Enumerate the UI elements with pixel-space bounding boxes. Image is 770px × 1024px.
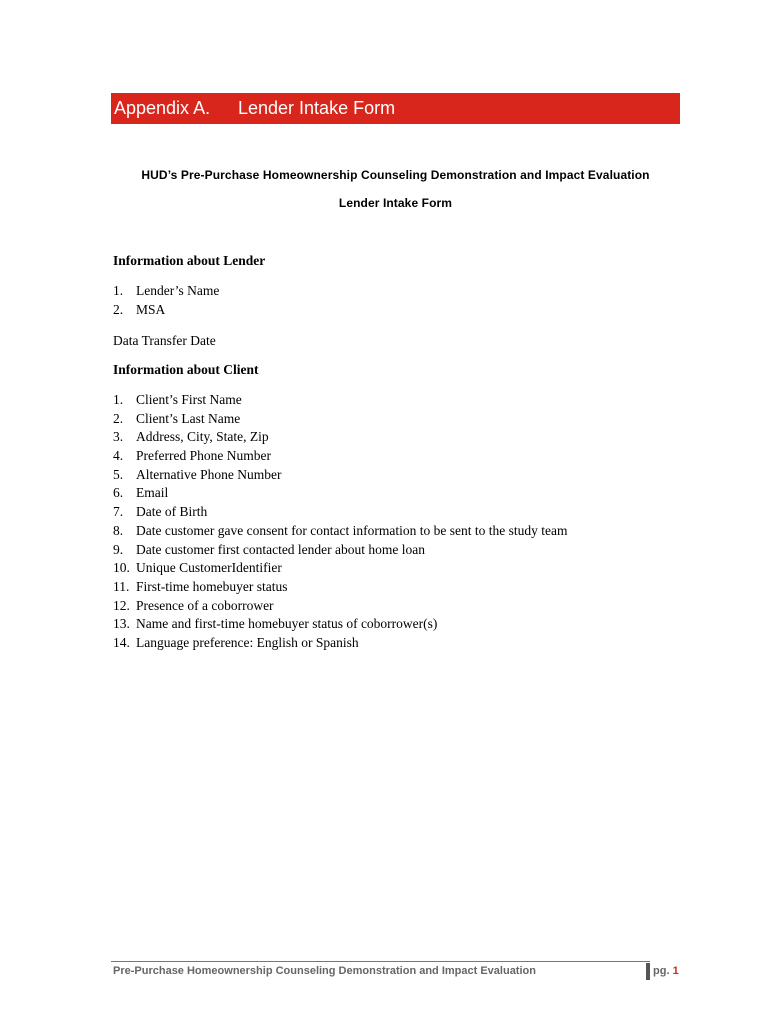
data-transfer-date: Data Transfer Date xyxy=(113,333,216,348)
lender-section-heading: Information about Lender xyxy=(113,253,266,268)
item-text: MSA xyxy=(136,301,166,317)
item-text: Unique CustomerIdentifier xyxy=(136,560,282,576)
item-text: Language preference: English or Spanish xyxy=(136,634,359,650)
item-text: Date customer first contacted lender about home loan xyxy=(136,541,426,557)
list-item xyxy=(113,634,568,653)
item-number: 2. xyxy=(113,410,124,426)
footer-title: Pre-Purchase Homeownership Counseling Demonstration and Impact Evaluation xyxy=(113,965,536,977)
item-number: 3. xyxy=(113,429,124,445)
list-item xyxy=(113,391,568,410)
list-item xyxy=(113,503,568,522)
client-section-heading: Information about Client xyxy=(113,362,259,377)
page-label: pg. xyxy=(653,965,670,977)
item-number: 9. xyxy=(113,541,124,557)
item-number: 1. xyxy=(113,392,124,407)
item-text: Email xyxy=(136,485,169,501)
item-number: 12. xyxy=(113,597,130,613)
item-number: 4. xyxy=(113,448,124,464)
item-text: Date of Birth xyxy=(136,504,208,520)
list-item xyxy=(113,410,568,429)
list-item xyxy=(113,541,568,560)
item-number: 11. xyxy=(113,578,130,594)
list-item xyxy=(113,484,568,503)
item-text: Client’s First Name xyxy=(136,392,242,407)
client-items-list xyxy=(113,391,568,653)
page-number xyxy=(653,965,679,977)
item-text: Date customer gave consent for contact information to be sent to the study team xyxy=(136,522,568,538)
item-number: 8. xyxy=(113,522,124,538)
item-number: 5. xyxy=(113,466,124,482)
page-digit: 1 xyxy=(672,965,679,977)
item-number: 6. xyxy=(113,485,124,501)
item-number: 14. xyxy=(113,634,130,650)
list-item xyxy=(113,578,568,597)
item-text: Alternative Phone Number xyxy=(136,466,282,482)
appendix-banner xyxy=(111,93,680,124)
item-number: 7. xyxy=(113,504,124,520)
lender-items-list xyxy=(113,282,219,319)
list-item xyxy=(113,597,568,616)
footer-divider xyxy=(111,961,650,962)
item-text: First-time homebuyer status xyxy=(136,578,288,594)
item-text: Client’s Last Name xyxy=(136,410,241,426)
form-title: Lender Intake Form xyxy=(338,196,453,210)
list-item xyxy=(113,466,568,485)
item-number: 13. xyxy=(113,616,130,632)
item-number: 10. xyxy=(113,560,130,576)
list-item xyxy=(113,301,219,320)
page-marker-bar xyxy=(646,963,650,980)
list-item xyxy=(113,282,219,301)
item-text: Preferred Phone Number xyxy=(136,448,271,464)
item-number: 1. xyxy=(113,283,124,298)
list-item xyxy=(113,559,568,578)
item-number: 2. xyxy=(113,301,124,317)
item-text: Lender’s Name xyxy=(136,283,220,298)
banner-title: Lender Intake Form xyxy=(238,98,396,118)
list-item xyxy=(113,447,568,466)
item-text: Name and first-time homebuyer status of coborrower(s) xyxy=(136,616,438,632)
item-text: Presence of a coborrower xyxy=(136,597,274,613)
item-text: Address, City, State, Zip xyxy=(136,429,269,445)
appendix-label: Appendix A. xyxy=(114,98,211,118)
list-item xyxy=(113,615,568,634)
list-item xyxy=(113,428,568,447)
document-subtitle: HUD’s Pre-Purchase Homeownership Counseling Demonstration and Impact Evaluation xyxy=(141,168,650,182)
list-item xyxy=(113,522,568,541)
